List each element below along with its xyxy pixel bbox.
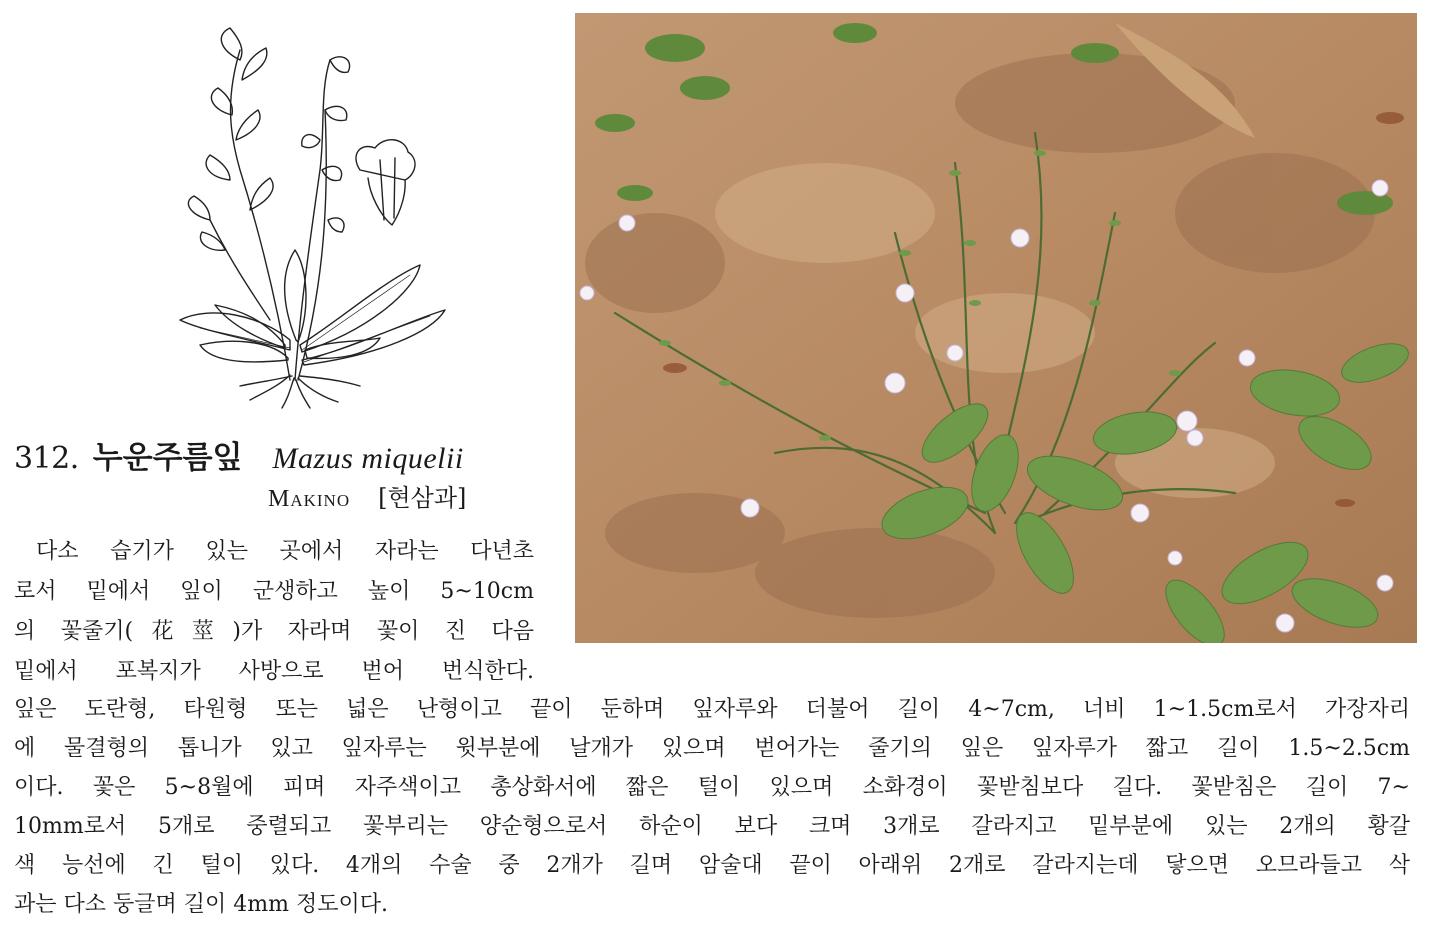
description-line: 과는 다소 둥글며 길이 4mm 정도이다. bbox=[14, 892, 388, 917]
plant-line-drawing bbox=[170, 20, 480, 410]
description-line: 잎은 도란형, 타원형 또는 넓은 난형이고 끝이 둔하며 잎자루와 더불어 길이 4~7cm, 너비 1~1.5cm로서 가장자리 bbox=[14, 697, 1410, 722]
author-line bbox=[268, 478, 466, 513]
korean-name: 누운주름잎 bbox=[92, 440, 243, 476]
plant-photograph bbox=[575, 13, 1417, 643]
description-line: 밑에서 포복지가 사방으로 벋어 번식한다. bbox=[14, 659, 534, 684]
author-name: Makino bbox=[268, 486, 351, 512]
scientific-name: Mazus miquelii bbox=[272, 442, 464, 475]
description-line: 이다. 꽃은 5~8월에 피며 자주색이고 총상화서에 짧은 털이 있으며 소화경이 꽃받침보다 길다. 꽃받침은 길이 7~ bbox=[14, 775, 1410, 800]
family-name: [현삼과] bbox=[378, 484, 467, 512]
entry-title bbox=[14, 432, 464, 476]
description-line: 색 능선에 긴 털이 있다. 4개의 수술 중 2개가 길며 암술대 끝이 아래위 2개로 갈라지는데 닿으면 오므라들고 삭 bbox=[14, 853, 1410, 878]
entry-number: 312. bbox=[14, 441, 79, 476]
description-line: 로서 밑에서 잎이 군생하고 높이 5~10cm bbox=[14, 579, 534, 604]
description-line: 에 물결형의 톱니가 있고 잎자루는 윗부분에 날개가 있으며 벋어가는 줄기의 잎은 잎자루가 짧고 길이 1.5~2.5cm bbox=[14, 736, 1410, 761]
description-line: 의 꽃줄기(花莖)가 자라며 꽃이 진 다음 bbox=[14, 619, 534, 644]
description-line: 다소 습기가 있는 곳에서 자라는 다년초 bbox=[36, 539, 534, 564]
description-line: 10mm로서 5개로 중렬되고 꽃부리는 양순형으로서 하순이 보다 크며 3개로 갈라지고 밑부분에 있는 2개의 황갈 bbox=[14, 814, 1410, 839]
